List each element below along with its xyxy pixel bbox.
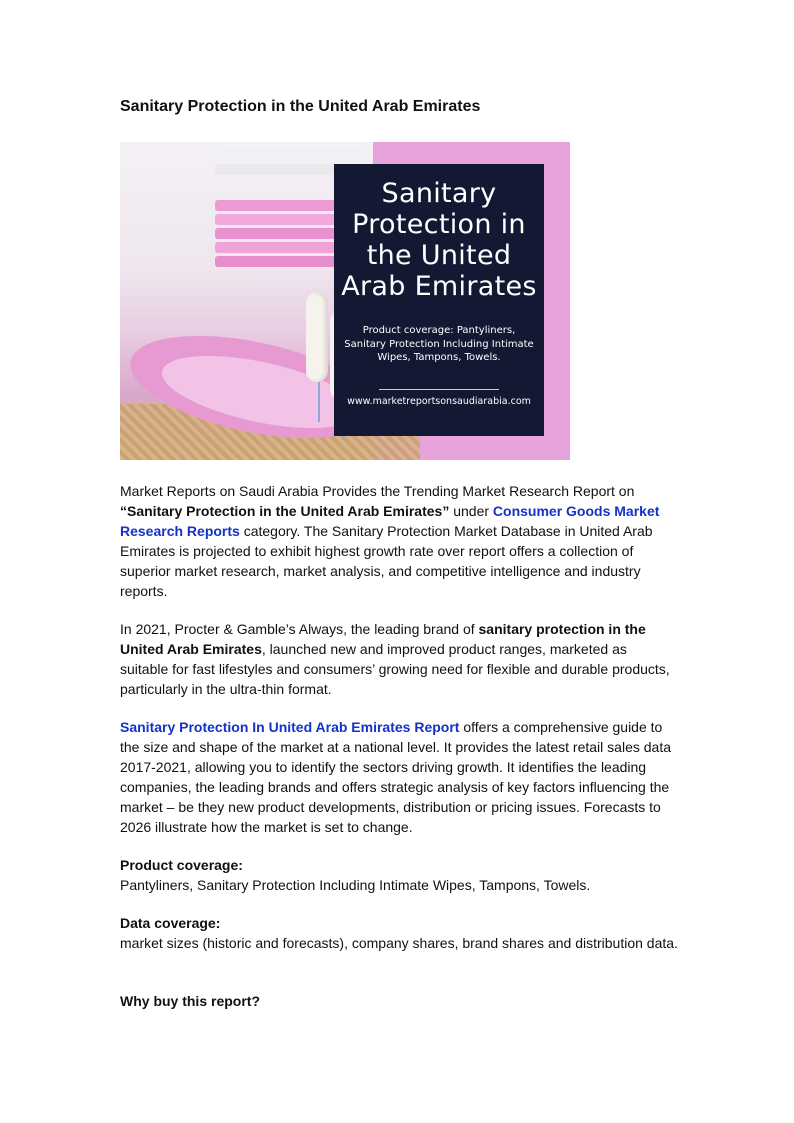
cover-divider — [379, 389, 499, 390]
hero-image — [120, 142, 570, 460]
data-coverage-section — [120, 913, 678, 953]
report-paragraph: Sanitary Protection In United Arab Emirates Report offers a comprehensive guide to the size and shape of the market at a national level. It provides the latest retail sales data 2017-2021, allowing you to identify the sectors driving growth. It identifies the leading companies, the leading brands and offers strategic analysis of key factors influencing the market – be they new product developments, distribution or pricing issues. Forecasts to 2026 illustrate how the market is set to change. — [120, 719, 671, 835]
consumer-goods-link[interactable]: Consumer Goods Market Research Reports — [120, 503, 660, 539]
page-title: Sanitary Protection in the United Arab Emirates — [120, 98, 481, 115]
data-coverage-text: market sizes (historic and forecasts), company shares, brand shares and distribution data. — [120, 935, 678, 951]
data-coverage-heading: Data coverage: — [120, 915, 221, 931]
tampon-string — [318, 382, 320, 422]
brand-paragraph: In 2021, Procter & Gamble’s Always, the leading brand of sanitary protection in the United Arab Emirates, launched new and improved product ranges, marketed as suitable for fast lifestyles and consumers’ growing need for flexible and durable products, particularly in the ultra-thin format. — [120, 621, 670, 697]
cover-coverage-text: Product coverage: Pantyliners, Sanitary Protection Including Intimate Wipes, Tampons, Towels. — [344, 325, 534, 363]
intro-paragraph: Market Reports on Saudi Arabia Provides the Trending Market Research Report on “Sanitary Protection in the United Arab Emirates” under Consumer Goods Market Research Reports category. The Sanitary Protection Market Database in United Arab Emirates is projected to exhibit highest growth rate over report offers a collection of superior market research, market analysis, and competitive intelligence and industry reports. — [120, 483, 660, 599]
brand-bold-text: sanitary protection in the United Arab Emirates — [120, 621, 646, 657]
report-title-bold: “Sanitary Protection in the United Arab Emirates” — [120, 503, 450, 519]
report-link[interactable]: Sanitary Protection In United Arab Emirates Report — [120, 719, 460, 735]
product-coverage-text: Pantyliners, Sanitary Protection Including Intimate Wipes, Tampons, Towels. — [120, 877, 591, 893]
pad-stack-white — [215, 150, 365, 161]
why-buy-section — [120, 991, 678, 1011]
why-buy-heading: Why buy this report? — [120, 993, 260, 1009]
cover-panel — [334, 164, 544, 436]
product-coverage-section — [120, 855, 678, 895]
tampon — [306, 292, 328, 382]
cover-url: www.marketreportsonsaudiarabia.com — [347, 395, 531, 407]
cover-headline: Sanitary Protection in the United Arab Emirates — [341, 178, 537, 302]
product-coverage-heading: Product coverage: — [120, 857, 243, 873]
